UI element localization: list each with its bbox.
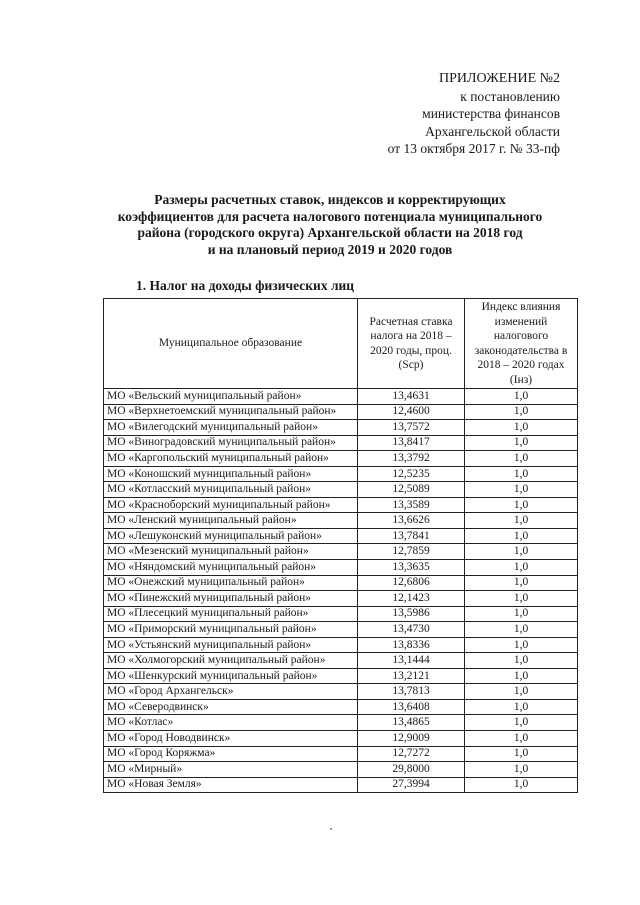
index-cell: 1,0 xyxy=(465,560,578,576)
municipality-cell: МО «Северодвинск» xyxy=(104,699,358,715)
index-cell: 1,0 xyxy=(465,544,578,560)
municipality-cell: МО «Вилегодский муниципальный район» xyxy=(104,420,358,436)
index-cell: 1,0 xyxy=(465,606,578,622)
heading-line-1: Размеры расчетных ставок, индексов и корректирующих xyxy=(154,192,506,207)
table-row xyxy=(104,715,578,731)
index-cell: 1,0 xyxy=(465,762,578,778)
rate-cell: 12,9009 xyxy=(358,731,465,747)
appendix-title: ПРИЛОЖЕНИЕ №2 xyxy=(439,71,560,86)
rate-cell: 13,4730 xyxy=(358,622,465,638)
table-row xyxy=(104,560,578,576)
municipality-cell: МО «Ленский муниципальный район» xyxy=(104,513,358,529)
municipality-cell: МО «Онежский муниципальный район» xyxy=(104,575,358,591)
index-cell: 1,0 xyxy=(465,668,578,684)
rate-cell: 13,3792 xyxy=(358,451,465,467)
header-index: Индекс влияния изменений налогового законодательства в 2018 – 2020 годах (Iнз) xyxy=(465,299,578,389)
table-header-row xyxy=(104,299,578,389)
table-row xyxy=(104,684,578,700)
municipality-cell: МО «Город Новодвинск» xyxy=(104,731,358,747)
table-row xyxy=(104,528,578,544)
table-row xyxy=(104,591,578,607)
municipality-cell: МО «Коношский муниципальный район» xyxy=(104,466,358,482)
rate-cell: 27,3994 xyxy=(358,777,465,793)
table-row xyxy=(104,653,578,669)
table-row xyxy=(104,451,578,467)
rate-cell: 13,6626 xyxy=(358,513,465,529)
tax-rates-table xyxy=(103,298,578,793)
municipality-cell: МО «Пинежский муниципальный район» xyxy=(104,591,358,607)
index-cell: 1,0 xyxy=(465,715,578,731)
table-row xyxy=(104,746,578,762)
appendix-block xyxy=(330,70,560,158)
municipality-cell: МО «Лешуконский муниципальный район» xyxy=(104,528,358,544)
rate-cell: 13,7572 xyxy=(358,420,465,436)
table-body xyxy=(104,389,578,793)
rate-cell: 13,5986 xyxy=(358,606,465,622)
index-cell: 1,0 xyxy=(465,451,578,467)
index-cell: 1,0 xyxy=(465,575,578,591)
index-cell: 1,0 xyxy=(465,777,578,793)
table-row xyxy=(104,575,578,591)
table-row xyxy=(104,606,578,622)
heading-line-4: и на плановый период 2019 и 2020 годов xyxy=(207,241,453,257)
municipality-cell: МО «Плесецкий муниципальный район» xyxy=(104,606,358,622)
table-row xyxy=(104,699,578,715)
index-cell: 1,0 xyxy=(465,404,578,420)
table-row xyxy=(104,466,578,482)
document-heading xyxy=(100,192,560,258)
municipality-cell: МО «Няндомский муниципальный район» xyxy=(104,560,358,576)
header-rate: Расчетная ставка налога на 2018 – 2020 годы, проц. (Scp) xyxy=(358,299,465,389)
table-row xyxy=(104,731,578,747)
municipality-cell: МО «Мирный» xyxy=(104,762,358,778)
appendix-line-4: от 13 октября 2017 г. № 33-пф xyxy=(387,141,560,156)
rate-cell: 13,3589 xyxy=(358,497,465,513)
municipality-cell: МО «Красноборский муниципальный район» xyxy=(104,497,358,513)
municipality-cell: МО «Холмогорский муниципальный район» xyxy=(104,653,358,669)
rate-cell: 12,1423 xyxy=(358,591,465,607)
rate-cell: 13,6408 xyxy=(358,699,465,715)
index-cell: 1,0 xyxy=(465,622,578,638)
rate-cell: 13,4631 xyxy=(358,389,465,405)
table-row xyxy=(104,622,578,638)
municipality-cell: МО «Новая Земля» xyxy=(104,777,358,793)
scan-speck xyxy=(330,828,332,830)
table-row xyxy=(104,762,578,778)
municipality-cell: МО «Вельский муниципальный район» xyxy=(104,389,358,405)
rate-cell: 13,8336 xyxy=(358,637,465,653)
table-row xyxy=(104,777,578,793)
municipality-cell: МО «Город Коряжма» xyxy=(104,746,358,762)
index-cell: 1,0 xyxy=(465,699,578,715)
index-cell: 1,0 xyxy=(465,746,578,762)
table-row xyxy=(104,435,578,451)
table-row xyxy=(104,404,578,420)
appendix-line-1: к постановлению xyxy=(460,88,560,104)
table-row xyxy=(104,637,578,653)
table-row xyxy=(104,668,578,684)
appendix-line-2: министерства финансов xyxy=(422,106,560,121)
municipality-cell: МО «Устьянский муниципальный район» xyxy=(104,637,358,653)
index-cell: 1,0 xyxy=(465,420,578,436)
rate-cell: 12,4600 xyxy=(358,404,465,420)
index-cell: 1,0 xyxy=(465,466,578,482)
municipality-cell: МО «Шенкурский муниципальный район» xyxy=(104,668,358,684)
section-title: 1. Налог на доходы физических лиц xyxy=(136,278,355,293)
rate-cell: 13,7841 xyxy=(358,528,465,544)
rate-cell: 12,7859 xyxy=(358,544,465,560)
municipality-cell: МО «Виноградовский муниципальный район» xyxy=(104,435,358,451)
rate-cell: 12,6806 xyxy=(358,575,465,591)
table-row xyxy=(104,389,578,405)
rate-cell: 12,5089 xyxy=(358,482,465,498)
index-cell: 1,0 xyxy=(465,653,578,669)
municipality-cell: МО «Приморский муниципальный район» xyxy=(104,622,358,638)
municipality-cell: МО «Верхнетоемский муниципальный район» xyxy=(104,404,358,420)
rate-cell: 12,5235 xyxy=(358,466,465,482)
rate-cell: 13,7813 xyxy=(358,684,465,700)
table-row xyxy=(104,482,578,498)
index-cell: 1,0 xyxy=(465,637,578,653)
municipality-cell: МО «Котлас» xyxy=(104,715,358,731)
rate-cell: 12,7272 xyxy=(358,746,465,762)
index-cell: 1,0 xyxy=(465,684,578,700)
municipality-cell: МО «Котласский муниципальный район» xyxy=(104,482,358,498)
rate-cell: 13,4865 xyxy=(358,715,465,731)
rate-cell: 13,1444 xyxy=(358,653,465,669)
table-row xyxy=(104,544,578,560)
heading-line-3: района (городского округа) Архангельской области на 2018 год xyxy=(137,225,523,240)
heading-line-2: коэффициентов для расчета налогового потенциала муниципального xyxy=(117,208,543,224)
rate-cell: 13,3635 xyxy=(358,560,465,576)
index-cell: 1,0 xyxy=(465,435,578,451)
index-cell: 1,0 xyxy=(465,513,578,529)
rate-cell: 13,2121 xyxy=(358,668,465,684)
index-cell: 1,0 xyxy=(465,528,578,544)
table-row xyxy=(104,513,578,529)
index-cell: 1,0 xyxy=(465,497,578,513)
table-row xyxy=(104,497,578,513)
rate-cell: 29,8000 xyxy=(358,762,465,778)
rate-cell: 13,8417 xyxy=(358,435,465,451)
index-cell: 1,0 xyxy=(465,591,578,607)
header-municipality: Муниципальное образование xyxy=(104,299,358,389)
municipality-cell: МО «Город Архангельск» xyxy=(104,684,358,700)
table-row xyxy=(104,420,578,436)
appendix-line-3: Архангельской области xyxy=(425,123,560,139)
index-cell: 1,0 xyxy=(465,389,578,405)
index-cell: 1,0 xyxy=(465,731,578,747)
municipality-cell: МО «Каргопольский муниципальный район» xyxy=(104,451,358,467)
index-cell: 1,0 xyxy=(465,482,578,498)
municipality-cell: МО «Мезенский муниципальный район» xyxy=(104,544,358,560)
